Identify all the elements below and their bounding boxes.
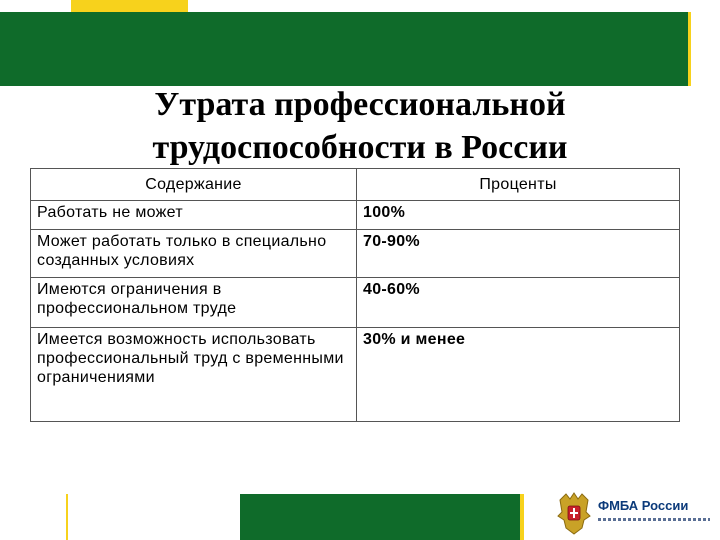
fmba-logo bbox=[552, 488, 712, 538]
row-content: Может работать только в специально созданных условиях bbox=[31, 230, 357, 278]
slide-title bbox=[70, 83, 650, 169]
slide-title-line-1: Утрата профессиональной bbox=[154, 86, 566, 123]
slide-title-line-2: трудоспособности в России bbox=[152, 129, 568, 166]
header-content: Содержание bbox=[31, 169, 357, 201]
footer-green-band bbox=[240, 494, 522, 540]
footer-yellow-line bbox=[66, 494, 68, 540]
table-row bbox=[31, 328, 680, 422]
row-percent: 30% и менее bbox=[357, 328, 680, 422]
row-content: Имеются ограничения в профессиональном труде bbox=[31, 278, 357, 328]
footer-yellow-edge bbox=[520, 494, 524, 540]
row-content: Работать не может bbox=[31, 201, 357, 230]
table-row bbox=[31, 230, 680, 278]
header-percent: Проценты bbox=[357, 169, 680, 201]
brand-subtitle-line bbox=[598, 518, 710, 521]
disability-table bbox=[30, 168, 680, 422]
header-green-band bbox=[0, 12, 690, 86]
table-header-row bbox=[31, 169, 680, 201]
table-row bbox=[31, 201, 680, 230]
table-row bbox=[31, 278, 680, 328]
row-percent: 100% bbox=[357, 201, 680, 230]
coat-of-arms-icon bbox=[556, 490, 592, 536]
header-yellow-edge bbox=[688, 12, 691, 86]
row-percent: 70-90% bbox=[357, 230, 680, 278]
row-content: Имеется возможность использовать профессиональный труд с временными ограничениями bbox=[31, 328, 357, 422]
top-yellow-tab bbox=[71, 0, 188, 12]
row-percent: 40-60% bbox=[357, 278, 680, 328]
brand-name: ФМБА России bbox=[598, 498, 689, 513]
